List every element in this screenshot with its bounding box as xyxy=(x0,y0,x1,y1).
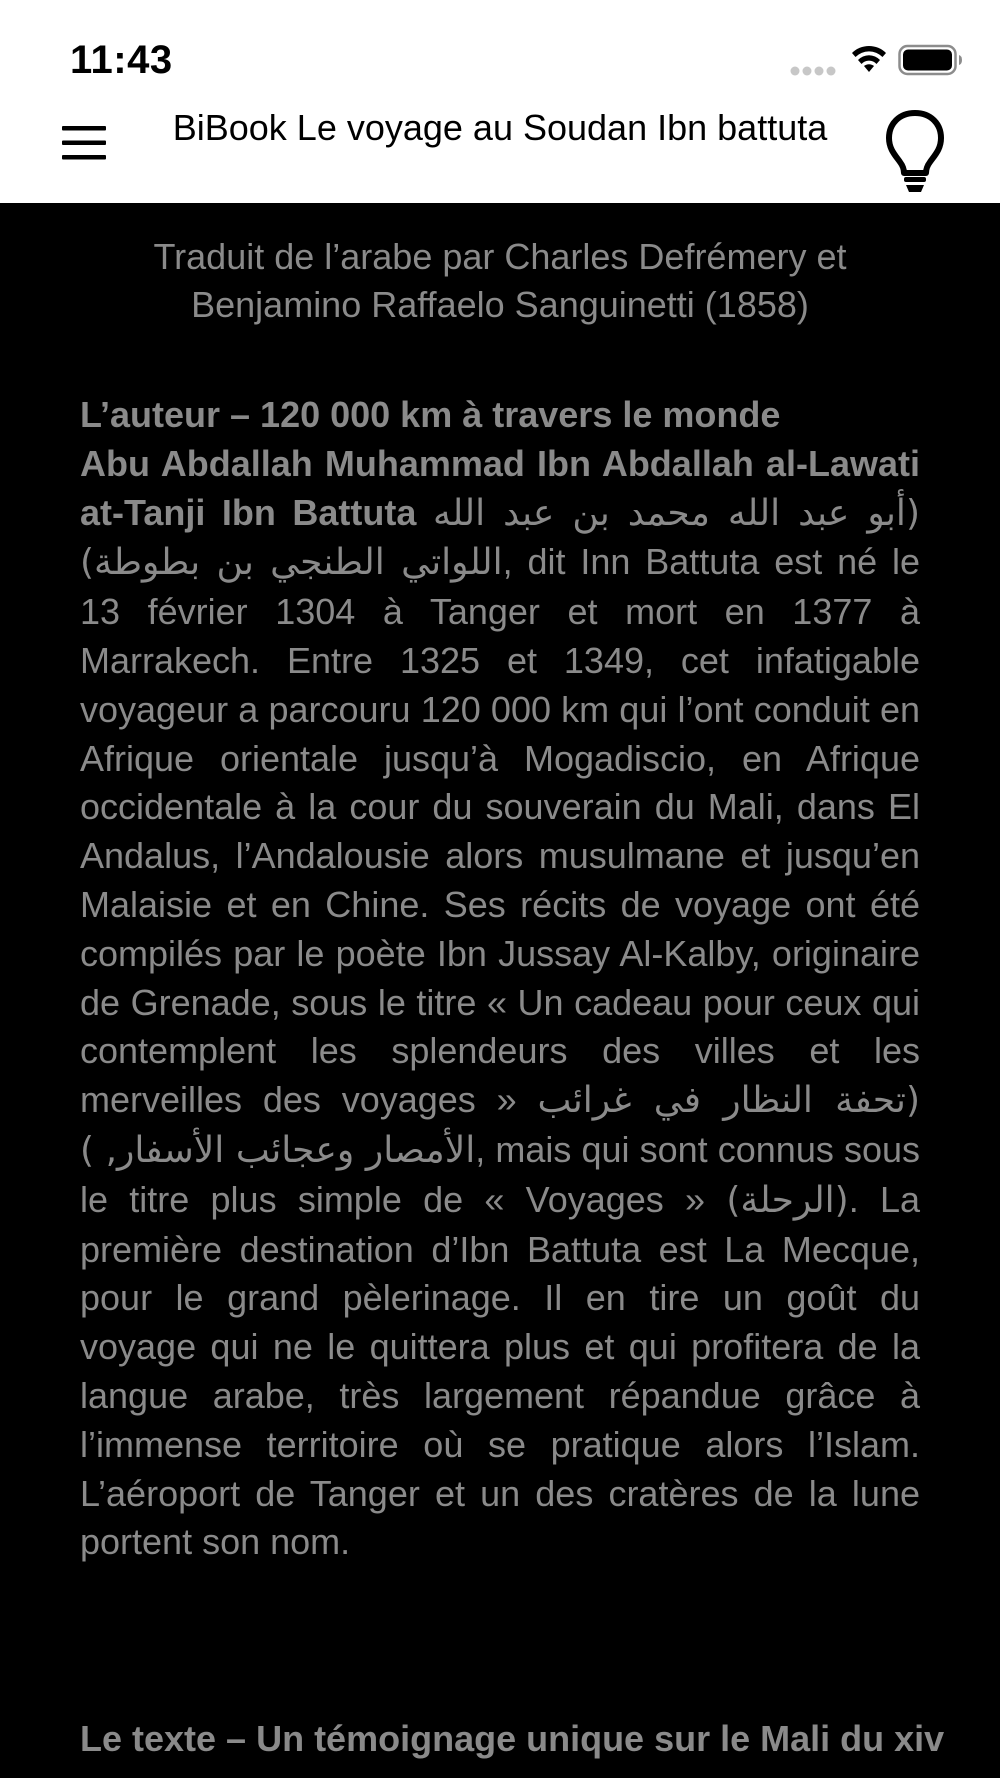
arabic-author-name: (أبو عبد الله محمد بن عبد الله اللواتي الطنجي بن بطوطة) xyxy=(80,492,920,584)
status-time: 11:43 xyxy=(70,38,173,82)
wifi-icon xyxy=(850,44,888,76)
light-bulb-icon xyxy=(885,109,945,195)
section-heading-text: Le texte – Un témoignage unique sur le Mali du xiv xyxy=(80,1718,945,1759)
light-bulb-button[interactable] xyxy=(880,109,950,195)
paragraph-text-1: , dit Inn Battuta est né le 13 février 1304 à Tanger et mort en 1377 à Marrakech. Entre 1325 et 1349, cet infatigable voyageur a parcouru 120 000 km qui l’ont conduit en Afrique orientale jusqu’à Mogadiscio, en Afrique occidentale à la cour du souverain du Mali, dans El Andalus, l’Andalousie alors musulmane et jusqu’en Malaisie et en Chine. Ses récits de voyage ont été compilés par le poète Ibn Jussay Al-Kalby, originaire de Grenade, sous le titre « Un cadeau pour ceux qui contemplent les splendeurs des villes et les merveilles des voyages » xyxy=(80,541,921,1121)
reader-content[interactable] xyxy=(0,203,1000,1778)
arabic-book-title: (تحفة النظار في غرائب الأمصار وعجائب الأسفار, ) xyxy=(80,1080,921,1171)
hamburger-menu-icon xyxy=(60,123,108,163)
section-heading-author: L’auteur – 120 000 km à travers le monde xyxy=(80,394,781,435)
nav-bar xyxy=(0,95,1000,203)
battery-icon xyxy=(898,44,964,76)
arabic-voyages-title: (الرحلة) xyxy=(726,1179,849,1221)
nav-title: BiBook Le voyage au Soudan Ibn battuta xyxy=(172,107,828,148)
paragraph-text-2: , mais qui sont connus sous le titre plus simple de « Voyages » xyxy=(80,1128,920,1220)
status-bar xyxy=(0,0,1000,95)
book-subtitle: Traduit de l’arabe par Charles Defrémery et Benjamino Raffaelo Sanguinetti (1858) xyxy=(153,236,847,325)
body-text xyxy=(80,391,920,1567)
menu-button[interactable] xyxy=(56,115,112,171)
signal-icon xyxy=(790,65,838,77)
paragraph-text-3: . La première destination d’Ibn Battuta est La Mecque, pour le grand pèlerinage. Il en tire un goût du voyage qui ne le quittera plus et qui profitera de la langue arabe, très largement répandue grâce à l’immense territoire où se pratique alors l’Islam. L’aéroport de Tanger et un des cratères de la lune portent son nom. xyxy=(80,1178,921,1563)
author-full-name: Abu Abdallah Muhammad Ibn Abdallah al-Lawati at-Tanji Ibn Battuta xyxy=(80,442,920,533)
